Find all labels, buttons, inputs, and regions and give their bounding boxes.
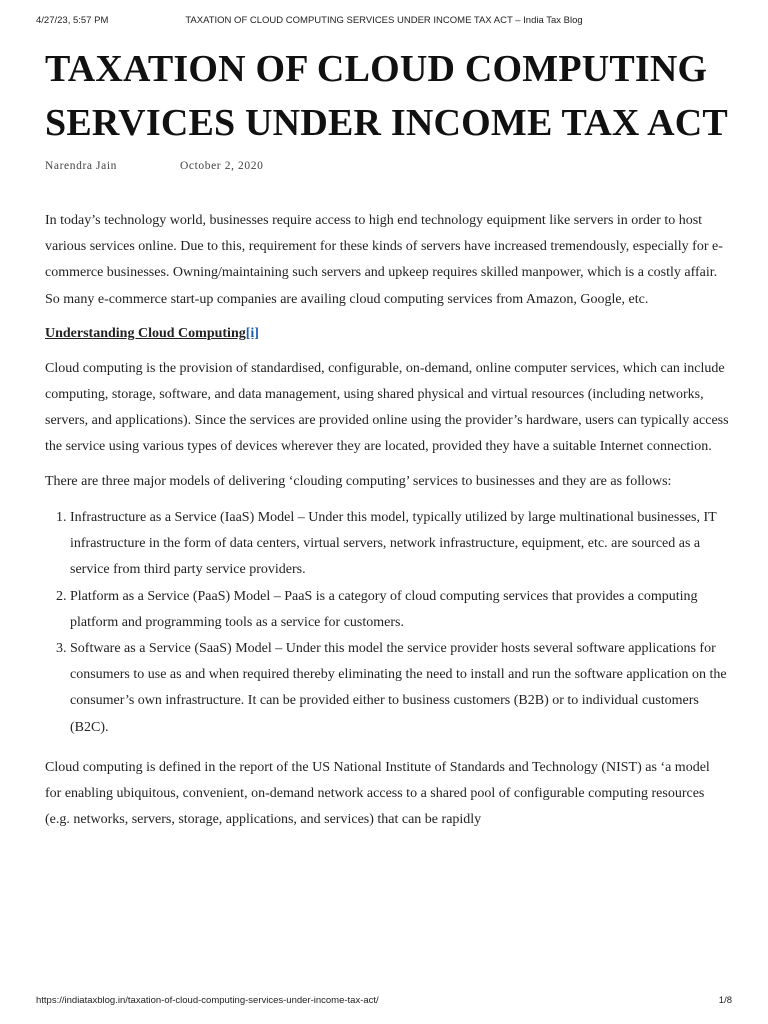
section-heading-text: Understanding Cloud Computing: [45, 326, 246, 342]
definition-paragraph: Cloud computing is the provision of standardised, configurable, on-demand, online computer services, which can include computing, storage, software, and data management, using shared physical and virtual resources (including networks, servers, and applications). Since the services are provided online using the provider’s hardware, users can typically access the service using various types of devices wherever they are located, provided they have a suitable Internet connection.: [45, 360, 729, 455]
article-body: [45, 208, 729, 833]
section-heading: [45, 321, 729, 347]
article-title: TAXATION OF CLOUD COMPUTING SERVICES UNDER INCOME TAX ACT: [45, 48, 728, 144]
article-meta: [45, 160, 729, 176]
list-item: 3. Software as a Service (SaaS) Model – Under this model the service provider hosts several software applications for consumers to use as and when required thereby eliminating the need to install and run the software application on the consumer’s own infrastructure. It can be provided either to business customers (B2B) or to individual customers (B2C).: [70, 636, 729, 741]
print-footer: [36, 995, 732, 1009]
intro-paragraph: In today’s technology world, businesses require access to high end technology equipment like servers in order to host various services online. Due to this, requirement for these kinds of servers have increased tremendously, especially for e-commerce businesses. Owning/maintaining such servers and upkeep requires skilled manpower, which is a costly affair. So many e-commerce start-up companies are availing cloud computing services from Amazon, Google, etc.: [45, 213, 723, 307]
article-date[interactable]: October 2, 2020: [180, 160, 264, 172]
list-item: 1. Infrastructure as a Service (IaaS) Model – Under this model, typically utilized by large multinational businesses, IT infrastructure in the form of data centers, virtual servers, network infrastructure, equipment, etc. are sourced as a service from third party service providers.: [70, 505, 729, 584]
models-intro-paragraph: There are three major models of delivering ‘clouding computing’ services to businesses and they are as follows:: [45, 473, 672, 489]
article: [45, 42, 729, 842]
print-page-number: 1/8: [718, 995, 732, 1006]
footnote-link[interactable]: [i]: [245, 326, 259, 342]
list-item: 2. Platform as a Service (PaaS) Model – PaaS is a category of cloud computing services that provides a computing platform and programming tools as a service for customers.: [70, 584, 729, 636]
print-page-title: TAXATION OF CLOUD COMPUTING SERVICES UNDER INCOME TAX ACT – India Tax Blog: [185, 15, 583, 26]
print-datetime: 4/27/23, 5:57 PM: [36, 15, 109, 26]
print-url: https://indiataxblog.in/taxation-of-cloud-computing-services-under-income-tax-act/: [36, 995, 379, 1006]
models-list: [45, 505, 729, 741]
nist-paragraph: Cloud computing is defined in the report of the US National Institute of Standards and Technology (NIST) as ‘a model for enabling ubiquitous, convenient, on-demand network access to a shared pool of configurable computing resources (e.g. networks, servers, storage, applications, and services) that can be rapidly: [45, 759, 710, 828]
print-header: [36, 15, 732, 29]
article-author[interactable]: Narendra Jain: [45, 160, 117, 172]
